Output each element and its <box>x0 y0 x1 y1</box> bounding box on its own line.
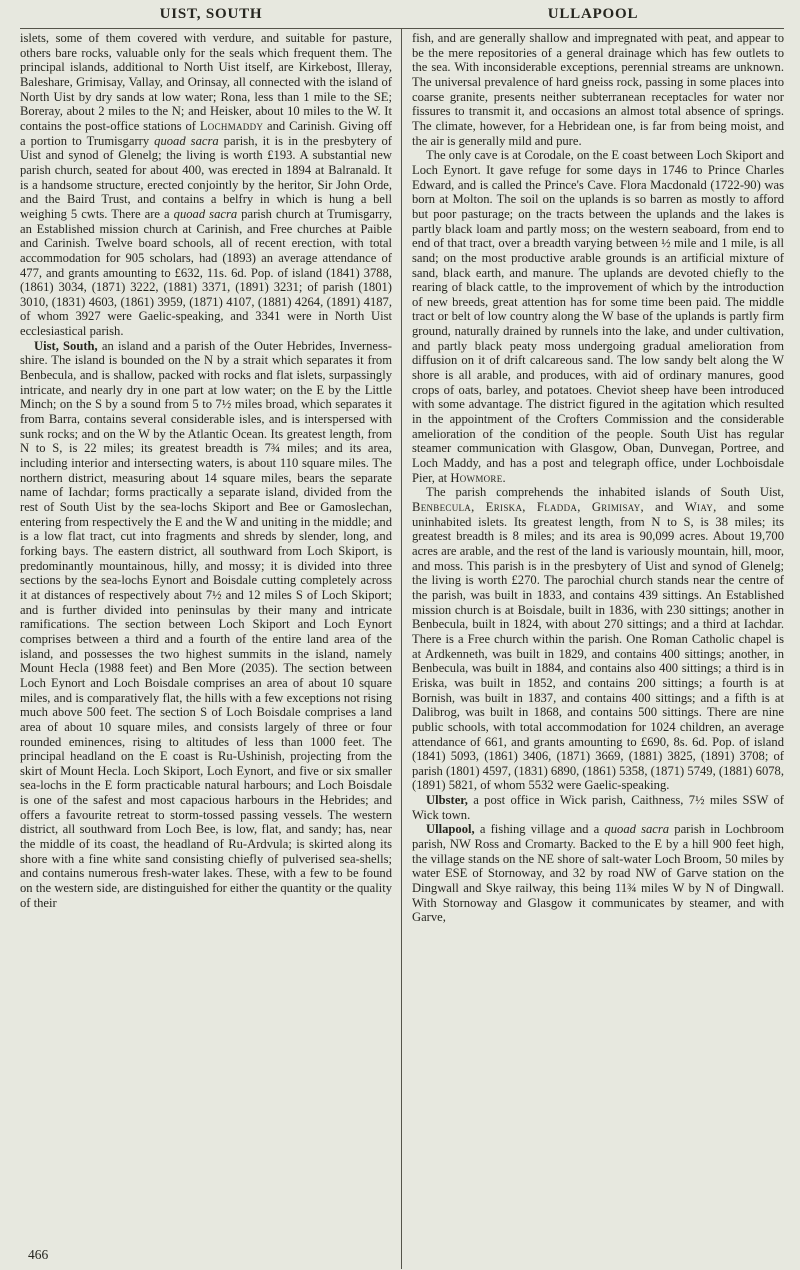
running-head-right: ULLAPOOL <box>547 6 639 22</box>
text-segment: Benbecula <box>412 500 472 514</box>
text-segment: Ulbster, <box>426 793 468 808</box>
left-column <box>20 29 402 1269</box>
running-head-left: UIST, SOUTH <box>159 6 263 22</box>
text-segment: Lochmaddy <box>199 118 264 133</box>
running-head <box>20 6 784 29</box>
right-column <box>402 29 784 1269</box>
text-segment: Wiay <box>684 500 714 514</box>
text-segment: Howmore <box>450 470 503 485</box>
text-segment: quoad sacra <box>154 133 219 148</box>
text-segment: . <box>502 470 506 485</box>
text-segment: , and <box>640 500 685 514</box>
text-segment: The parish comprehends the inhabited islands of South Uist, <box>426 485 784 500</box>
text-segment: quoad sacra <box>604 822 670 837</box>
text-segment: a post office in Wick parish, Caithness, 7½ miles SSW of Wick town. <box>412 793 784 822</box>
text-segment: parish in Lochbroom parish, NW Ross and Cromarty. Backed to the E by a hill 900 feet high, the village stands on the NE shore of salt-water Loch Broom, 50 miles by water ESE of Stornoway, and 32 by road NW of Garve station on the Dingwall and Skye railway, this being 11¾ miles W by N of Dingwall. With Stornoway and Glasgow it communicates by steamer, and with Garve, <box>412 822 784 925</box>
text-segment: Ullapool, <box>426 822 475 837</box>
text-segment: quoad sacra <box>173 206 238 221</box>
text-segment: parish, it is in the presbytery of Uist and synod of Glenelg; the living is worth £193. A substantial new parish church, seated for about 400, was erected in 1894 at Balranald. It is a handsome structure, erected conjointly by the heritor, Sir John Orde, and the Baird Trust, and contains a belfry in which is hung a bell weighing 5 cwts. There are a <box>20 133 392 221</box>
text-segment: , <box>522 500 537 514</box>
page-number: 466 <box>28 1247 49 1262</box>
text-segment: islets, some of them covered with verdure, and suitable for pasture, others bare rocks, valuable only for the seals which frequent them. The principal islands, additional to North Uist itself, are Kirkebost, Illeray, Baleshare, Grimisay, Vallay, and Orinsay, all connected with the island of North Uist by dry sands at low water; Rona, less than 1 mile to the SE; Boreray, about 2 miles to the N; and Heisker, about 10 miles to the W. It contains the post-office stations of <box>20 31 392 133</box>
paragraph <box>412 822 784 925</box>
text-segment: , and some uninhabited islets. Its greatest length, from N to S, is 38 miles; its greatest breadth is 8 miles; and its area is 90,099 acres. About 19,700 acres are arable, and the rest of the land is variously mountain, hill, moor, and moss. This parish is in the presbytery of Uist and synod of Glenelg; the living is worth £270. The parochial church stands near the centre of the parish, was built in 1833, and contains 439 sittings. An Established mission church is at Boisdale, built in 1836, with 230 sittings; another in Benbecula, built in 1824, with about 270 sittings; and a third at Iachdar. There is a Free church within the parish. One Roman Catholic chapel is at Ardkenneth, was built in 1829, and contains 400 sittings; another, in Benbecula, was built in 1884, and contains also 400 sittings; a third is in Eriska, was built in 1852, and contains 200 sittings; a fourth is at Bornish, was built in 1837, and contains 400 sittings; and a fifth is at Dalibrog, was built in 1868, and contains 500 sittings. There are nine public schools, with total accommodation for 1024 children, an average attendance of 661, and grants amounting to £690, 8s. 6d. Pop. of island (1841) 5093, (1861) 3406, (1871) 3669, (1881) 3825, (1891) 3708; of parish (1801) 4597, (1831) 6890, (1861) 5358, (1871) 5749, (1881) 6078, (1891) 5821, of whom 5532 were Gaelic-speaking. <box>412 500 784 793</box>
paragraph <box>412 485 784 793</box>
text-segment: an island and a parish of the Outer Hebrides, Inverness-shire. The island is bounded on the N by a strait which separates it from Benbecula, and is shallow, packed with rocks and flat islets, surpassingly intricate, and nearly dry in one part at low water; on the E by the Little Minch; on the S by a sound from 5 to 7½ miles broad, which separates it from Barra, contains several considerable isles, and is interspersed with sunk rocks; and on the W by the Atlantic Ocean. Its greatest length, from N to S, is 22 miles; its greatest breadth is 7¾ miles; and its area, including interior and intersecting waters, is about 110 square miles. The northern district, measuring about 14 square miles, bears the separate name of Iachdar; forms practically a separate island, divided from the rest of South Uist by the sea-lochs Skiport and Bee or Gamoslechan, entering from respectively the E and the W and uniting in the middle; and is a low flat tract, cut into fragments and shreds by slender, long, and forking bays. The eastern district, all southward from Loch Skiport, is predominantly mountainous, hilly, and mossy; it is divided into three sections by the sea-lochs Eynort and Boisdale cutting completely across it at distances of respectively about 7½ and 12 miles S of Loch Skiport; and is further divided into peninsulas by their many and intricate ramifications. The section between Loch Skiport and Loch Eynort comprises between a third and a fourth of the entire land area of the island, and possesses the two highest summits in the island, namely Mount Hecla (1988 feet) and Ben More (2035). The section between Loch Eynort and Loch Boisdale comprises an area of about 10 square miles, and is comparatively flat, the hills with a few exceptions not rising much above 500 feet. The section S of Loch Boisdale comprises a land area of about 10 square miles, and consists largely of three or four rounded eminences, rising to altitudes of less than 1000 feet. The principal headland on the E coast is Ru-Ushinish, projecting from the skirt of Mount Hecla. Loch Skiport, Loch Eynort, and five or six smaller sea-lochs in the E form practicable natural harbours; and Loch Boisdale is one of the safest and most capacious harbours in the Hebrides; and offers a favourite retreat to storm-tossed passing vessels. The western district, all southward from Loch Bee, is low, flat, and sandy; has, near the middle of its coast, the headland of Ru-Ardvula; is skirted along its shore with a fine white sand consisting chiefly of pulverised sea-shells; and contains numerous fresh-water lakes. These, with a few to be found on the western side, are distinguished for either the quantity or the quality of their <box>20 338 393 910</box>
text-segment: Uist, South, <box>34 338 98 353</box>
paragraph <box>20 339 392 911</box>
text-segment: parish church at Trumisgarry, an Established mission church at Carinish, and Free churches at Paible and Carinish. Twelve board schools, all of recent erection, with total accommodation for 905 scholars, had (1893) an average attendance of 477, and grants amounting to £632, 11s. 6d. Pop. of island (1841) 3788, (1861) 3034, (1871) 3222, (1881) 3371, (1891) 3231; of parish (1801) 3010, (1831) 4603, (1861) 3959, (1871) 4107, (1881) 4264, (1891) 4187, of whom 3927 were Gaelic-speaking, and 3341 were in North Uist ecclesiastical parish. <box>20 206 392 339</box>
paragraph <box>412 793 784 822</box>
text-segment: a fishing village and a <box>474 822 605 837</box>
text-segment: Fladda <box>536 500 578 514</box>
text-segment: Grimisay <box>591 500 641 514</box>
text-segment: Eriska <box>485 500 523 514</box>
text-segment: , <box>471 500 486 514</box>
text-segment: and Carinish. Giving off a portion to Trumisgarry <box>20 118 392 148</box>
text-columns <box>20 29 784 1269</box>
text-segment: fish, and are generally shallow and impregnated with peat, and appear to be the mere repositories of a general drainage which has few outlets to the sea. With inconsiderable exceptions, perennial streams are unknown. The universal prevalence of hard gneiss rock, passing in some places into coarse granite, presents neither subterranean receptacles for water nor fissures to transmit it, and occasions an almost total absence of springs. The climate, however, for a Hebridean one, is far from being moist, and the air is generally mild and pure. <box>412 31 784 148</box>
text-segment: , <box>577 500 592 514</box>
text-segment: The only cave is at Corodale, on the E coast between Loch Skiport and Loch Eynort. It gave refuge for some days in 1746 to Prince Charles Edward, and is called the Prince's Cave. Flora Macdonald (1722-90) was born at Molton. The soil on the uplands is so barren as mostly to afford but poor pasturage; on the tracts between the uplands and the lakes is partly black loam and partly moss; on the western seaboard, from end to end of that tract, over a breadth varying between ½ mile and 1 mile, is all sand; on the most productive arable grounds is an artificial mixture of sand, black earth, and manure. The uplands are devoted chiefly to the rearing of black cattle, to the improvement of which by the introduction of new breeds, great attention has for some time been paid. The middle tract or belt of low country along the W base of the uplands is partly firm ground, naturally drained by runnels into the lake, and under cultivation, and partly black peaty moss undergoing gradual amelioration from diffusion on it of drift calcareous sand. The low sandy belt along the W shore is all arable, and produces, with aid of ordinary manures, good crops of oats, barley, and potatoes. Cheviot sheep have been introduced with some advantage. The district figured in the agitation which resulted in the appointment of the Crofters Commission and the considerable amelioration of the condition of the people. South Uist has regular steamer communication with Glasgow, Oban, Dunvegan, Portree, and Loch Maddy, and has a post and telegraph office, under Lochboisdale Pier, at <box>412 148 784 485</box>
paragraph <box>20 31 392 339</box>
paragraph <box>412 31 784 148</box>
paragraph <box>412 148 784 485</box>
